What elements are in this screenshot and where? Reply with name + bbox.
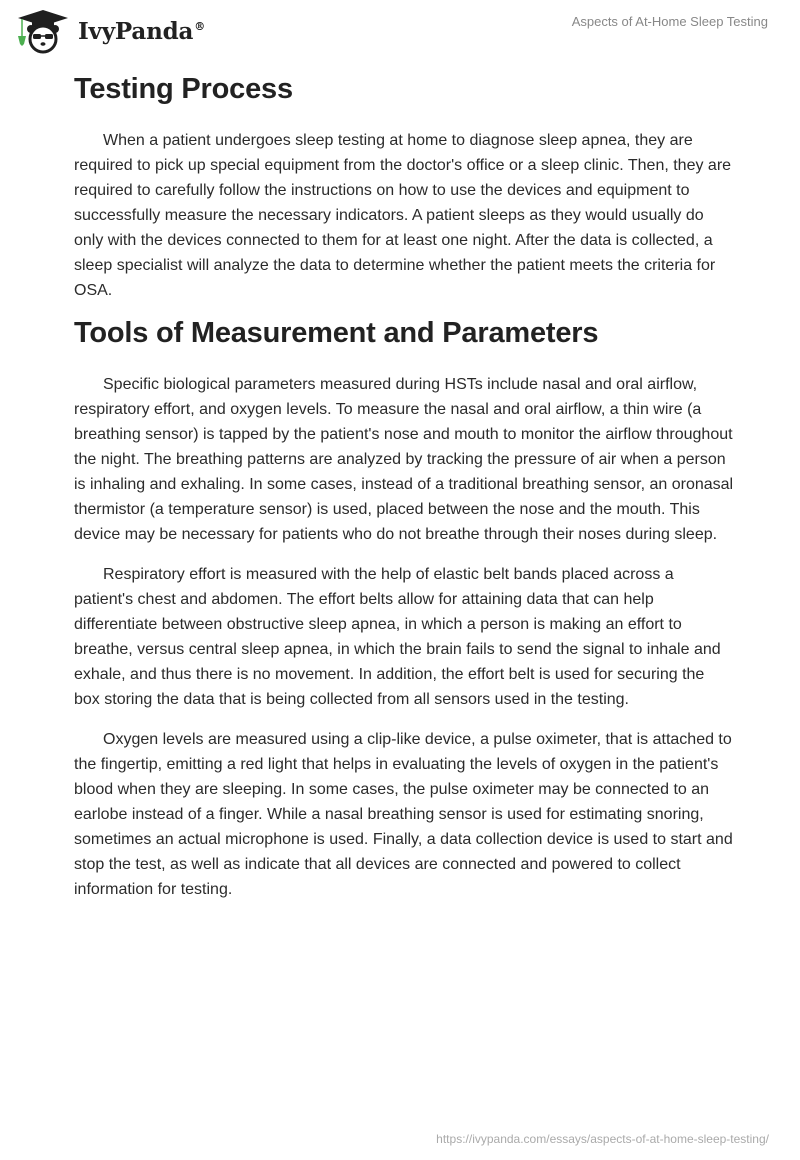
source-url[interactable]: https://ivypanda.com/essays/aspects-of-at-home-sleep-testing/ (436, 1132, 769, 1146)
panda-graduate-icon (14, 8, 72, 54)
section-heading-tools-of-measurement: Tools of Measurement and Parameters (74, 317, 599, 349)
ivypanda-logo[interactable] (14, 8, 205, 54)
section-heading-testing-process: Testing Process (74, 73, 293, 105)
essay-content (74, 70, 734, 902)
brand-name: IvyPanda® (78, 17, 205, 45)
paragraph: Oxygen levels are measured using a clip-like device, a pulse oximeter, that is attached to the fingertip, emitting a red light that helps in evaluating the levels of oxygen in the patient's blood when they are sleeping. In some cases, the pulse oximeter may be connected to an earlobe instead of a finger. While a nasal breathing sensor is used for estimating snoring, sometimes an actual microphone is used. Finally, a data collection device is used to start and stop the test, as well as indicate that all devices are connected and powered to collect information for testing. (74, 731, 733, 898)
paragraph: Specific biological parameters measured during HSTs include nasal and oral airflow, respiratory effort, and oxygen levels. To measure the nasal and oral airflow, a thin wire (a breathing sensor) is tapped by the patient's nose and mouth to monitor the airflow throughout the night. The breathing patterns are analyzed by tracking the pressure of air when a person is inhaling and exhaling. In some cases, instead of a traditional breathing sensor, an oronasal thermistor (a temperature sensor) is used, placed between the nose and the mouth. This device may be necessary for patients who do not breathe through their noses during sleep. (74, 376, 734, 543)
paragraph: When a patient undergoes sleep testing at home to diagnose sleep apnea, they are required to pick up special equipment from the doctor's office or a sleep clinic. Then, they are required to carefully follow the instructions on how to use the devices and equipment to successfully measure the necessary indicators. A patient sleeps as they would usually do only with the devices connected to them for at least one night. After the data is collected, a sleep specialist will analyze the data to determine whether the patient meets the criteria for OSA. (74, 132, 732, 299)
paragraph: Respiratory effort is measured with the help of elastic belt bands placed across a patient's chest and abdomen. The effort belts allow for attaining data that can help differentiate between obstructive sleep apnea, in which a person is making an effort to breathe, versus central sleep apnea, in which the brain fails to send the signal to inhale and exhale, and thus there is no movement. In addition, the effort belt is used for securing the box storing the data that is being collected from all sensors used in the testing. (74, 566, 721, 708)
document-title: Aspects of At-Home Sleep Testing (571, 14, 768, 29)
page-header (0, 0, 800, 60)
